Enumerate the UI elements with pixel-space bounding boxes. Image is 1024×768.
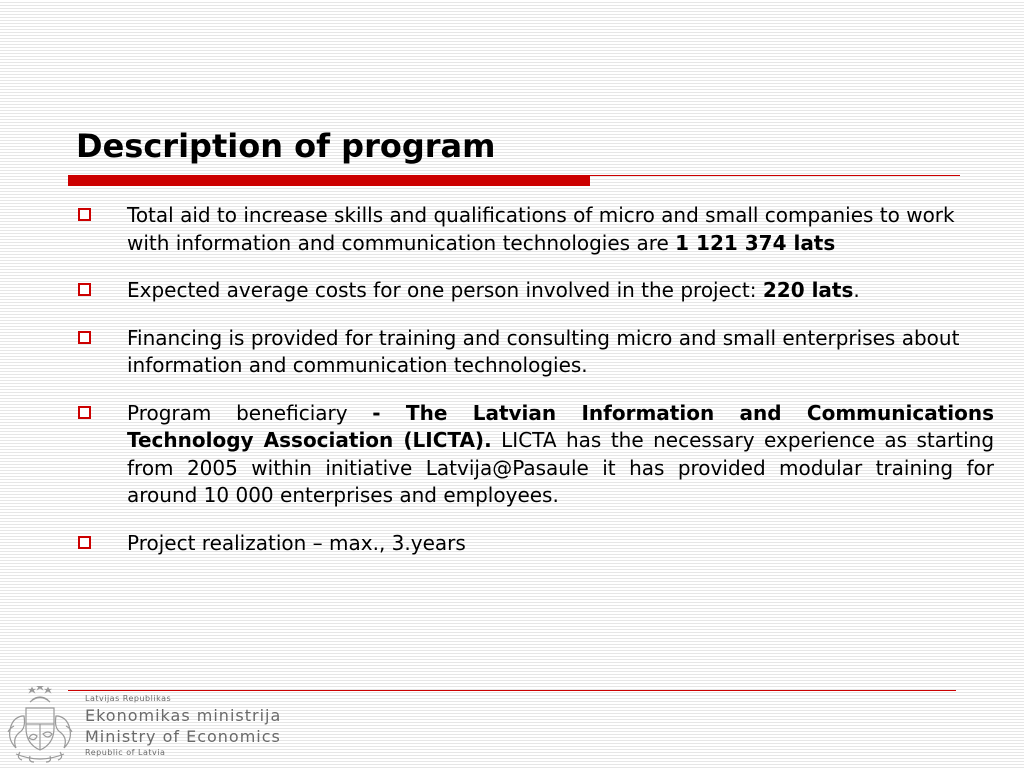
coat-of-arms-icon (2, 686, 78, 768)
bullet-text-bold: 1 121 374 lats (675, 230, 836, 255)
ministry-line-country: Republic of Latvia (85, 748, 166, 757)
bullet-text-bold: - The Latvian Information and Communications Technology Association (LICTA). (127, 400, 994, 452)
square-bullet-icon (78, 283, 91, 296)
bullet-text: Total aid to increase skills and qualifications of micro and small companies to work with information and communication technologies are (127, 203, 955, 255)
bullet-list (76, 202, 994, 577)
ministry-line-name-lv: Ekonomikas ministrija (85, 706, 282, 725)
bullet-text: . (853, 278, 860, 302)
square-bullet-icon (78, 406, 91, 419)
title-underline-thick (68, 175, 590, 186)
bullet-text: Program beneficiary (127, 400, 373, 425)
bullet-text: LICTA has the necessary experience as starting from 2005 within initiative Latvija@Pasaule it has provided modular training for around 10 000 enterprises and employees. (127, 428, 995, 507)
square-bullet-icon (78, 208, 91, 221)
bullet-text: Expected average costs for one person involved in the project: (127, 278, 763, 302)
bullet-text: Project realization – max., 3.years (127, 530, 466, 555)
bullet-item (76, 325, 994, 380)
ministry-line-name-en: Ministry of Economics (85, 727, 281, 746)
bullet-item (76, 530, 994, 558)
slide-title: Description of program (76, 127, 496, 165)
bullet-item (76, 277, 994, 305)
square-bullet-icon (78, 536, 91, 549)
square-bullet-icon (78, 331, 91, 344)
title-underline-thin (590, 175, 960, 176)
footer-divider (68, 690, 956, 691)
ministry-line-republic: Latvijas Republikas (85, 694, 172, 703)
bullet-item (76, 202, 994, 257)
bullet-item (76, 400, 994, 510)
bullet-text-bold: 220 lats (762, 278, 854, 302)
bullet-text: Financing is provided for training and consulting micro and small enterprises about information and communication technologies. (127, 325, 960, 377)
ministry-logo-text (85, 693, 281, 759)
